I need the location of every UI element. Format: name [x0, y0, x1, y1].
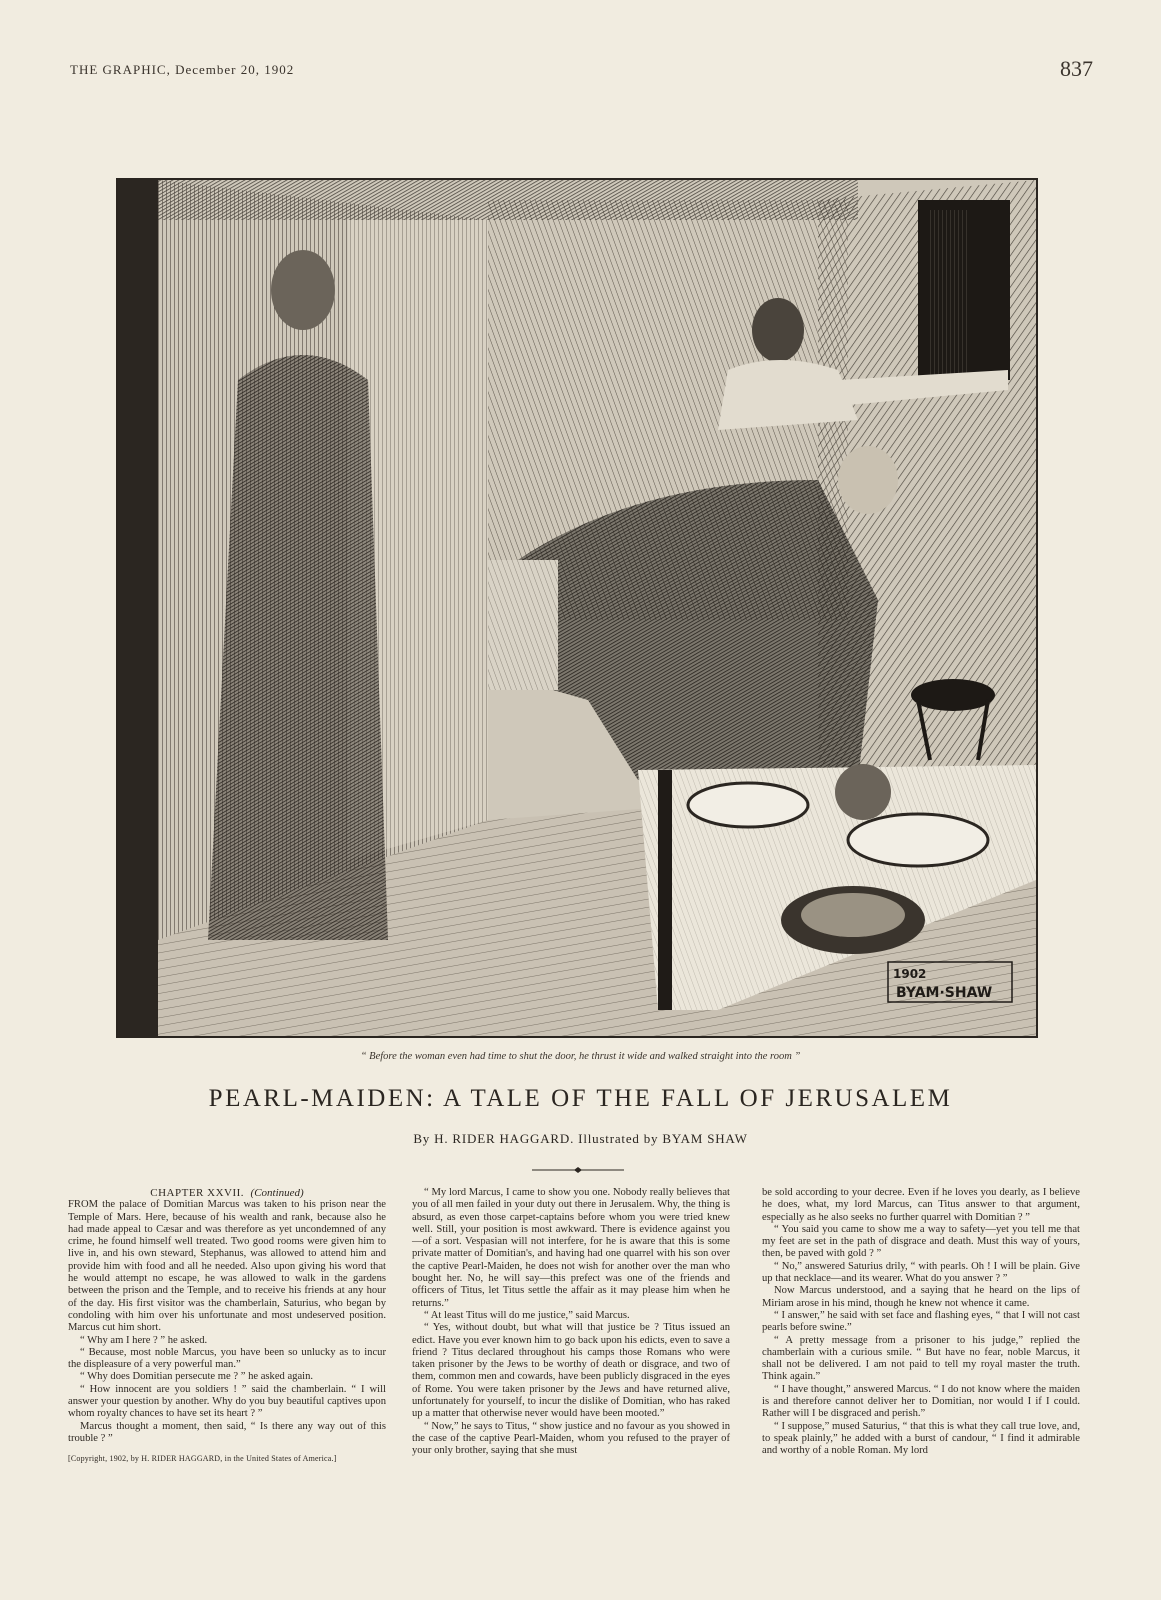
- chapter-note: (Continued): [250, 1187, 304, 1199]
- article-column-3: [762, 1187, 1080, 1458]
- paragraph: “ I have thought,” answered Marcus. “ I do not know where the maiden is and therefore cannot deliver her to Domitian, nor would I if I could. Rather will I be disgraced and perish.”: [762, 1383, 1080, 1420]
- svg-text:BYAM·SHAW: BYAM·SHAW: [896, 985, 993, 1001]
- illustration-caption: “ Before the woman even had time to shut the door, he thrust it wide and walked straight into the room ”: [360, 1051, 801, 1062]
- engraving-scene: [118, 180, 1036, 1036]
- paragraph: “ No,” answered Saturius drily, “ with pearls. Oh ! I will be plain. Give up that necklace—and its wearer. What do you answer ? ”: [762, 1260, 1080, 1285]
- paragraph: “ My lord Marcus, I came to show you one. Nobody really believes that you of all men failed in your duty out there in Jerusalem. Why, the thing is absurd, as even those carpet-captains before whom you were tried knew well. Still, your position is most awkward. There is evidence against you—of a sort. Vespasian will not interfere, for he is aware that this is some private matter of Domitian's, and having had one quarrel with his son over the captive Pearl-Maiden, he does not wish for another over the man who bought her. No, he will say—this prefect was one of the friends and officers of Titus, let Titus settle the affair as it may please him when he returns.”: [412, 1187, 730, 1309]
- paragraph: “ You said you came to show me a way to safety—yet you tell me that my feet are set in the path of disgrace and death. Must this way of yours, then, be paved with gold ? ”: [762, 1223, 1080, 1260]
- article-byline: By H. RIDER HAGGARD. Illustrated by BYAM SHAW: [413, 1131, 748, 1146]
- chapter-heading: [68, 1187, 386, 1199]
- masthead: THE GRAPHIC, December 20, 1902: [70, 62, 295, 77]
- svg-text:1902: 1902: [893, 967, 927, 981]
- paragraph: “ Why does Domitian persecute me ? ” he asked again.: [80, 1371, 314, 1383]
- paragraph: FROM the palace of Domitian Marcus was taken to his prison near the Temple of Mars. Here, because of his wealth and rank, because also he had made appeal to Cæsar and was therefore as yet uncondemned of any crime, he found himself well treated. Two good rooms were given him to live in, and his own steward, Stephanus, was allowed to attend him and provide him with food and all he needed. Also upon giving his word that he would attempt no escape, he was allowed to walk in the gardens between the prison and the Temple, and to receive his friends at any hour of the day. His first visitor was the chamberlain, Saturius, who began by condoling with him over his unfortunate and most undeserved position. Marcus cut him short.: [68, 1199, 386, 1334]
- paragraph: Now Marcus understood, and a saying that he heard on the lips of Miriam arose in his mind, though he knew not whence it came.: [762, 1285, 1080, 1309]
- paragraph: “ At least Titus will do me justice,” said Marcus.: [424, 1309, 630, 1321]
- paragraph: “ Now,” he says to Titus, “ show justice and no favour as you showed in the case of the captive Pearl-Maiden, whom you refused to the prayer of your only brother, saying that she must: [412, 1420, 730, 1457]
- ornament-divider: [532, 1166, 624, 1174]
- paragraph: “ Because, most noble Marcus, you have been so unlucky as to incur the displeasure of a very powerful man.”: [68, 1346, 386, 1371]
- page-number: 837: [1060, 56, 1093, 81]
- paragraph: “ A pretty message from a prisoner to his judge,” replied the chamberlain with a curious smile. “ But have no fear, noble Marcus, it shall not be delivered. I am not paid to tell my royal master the truth. Think again.”: [762, 1334, 1080, 1383]
- paragraph: “ Why am I here ? ” he asked.: [80, 1334, 208, 1346]
- chapter-number: CHAPTER XXVII.: [150, 1187, 245, 1199]
- paragraph: “ Yes, without doubt, but what will that justice be ? Titus issued an edict. Have you ever known him to go back upon his edicts, even to save a friend ? Titus declared throughout his camps those Romans who were taken prisoner by the Jews to be worthy of death or disgrace, and two of them, common men and cowards, have been publicly disgraced in the eyes of Rome. You were taken prisoner by the Jews and have returned alive, unfortunately for yourself, to incur the dislike of Domitian, who has raked up a matter that otherwise never would have been mooted.”: [412, 1322, 730, 1420]
- paragraph: “ How innocent are you soldiers ! ” said the chamberlain. “ I will answer your question by another. Why do you buy beautiful captives upon whom royalty chances to have set its heart ? ”: [68, 1383, 386, 1420]
- copyright-notice: [Copyright, 1902, by H. RIDER HAGGARD, in the United States of America.]: [68, 1454, 337, 1464]
- article-title: PEARL-MAIDEN: A TALE OF THE FALL OF JERUSALEM: [208, 1085, 953, 1112]
- article-column-1: [68, 1187, 386, 1466]
- paragraph: “ I suppose,” mused Saturius, “ that this is what they call true love, and, to speak plainly,” he added with a burst of candour, “ I find it admirable and worthy of a noble Roman. My lord: [762, 1420, 1080, 1457]
- paragraph: be sold according to your decree. Even if he loves you dearly, as I believe he does, what, my lord Marcus, can Titus answer to that argument, especially as he also seeks no further quarrel with Domitian ? ”: [762, 1187, 1080, 1223]
- article-column-2: [412, 1187, 730, 1458]
- paragraph: “ I answer,” he said with set face and flashing eyes, “ that I will not cast pearls before swine.”: [762, 1309, 1080, 1334]
- illustration: [116, 178, 1038, 1038]
- paragraph: Marcus thought a moment, then said, “ Is there any way out of this trouble ? ”: [68, 1420, 386, 1444]
